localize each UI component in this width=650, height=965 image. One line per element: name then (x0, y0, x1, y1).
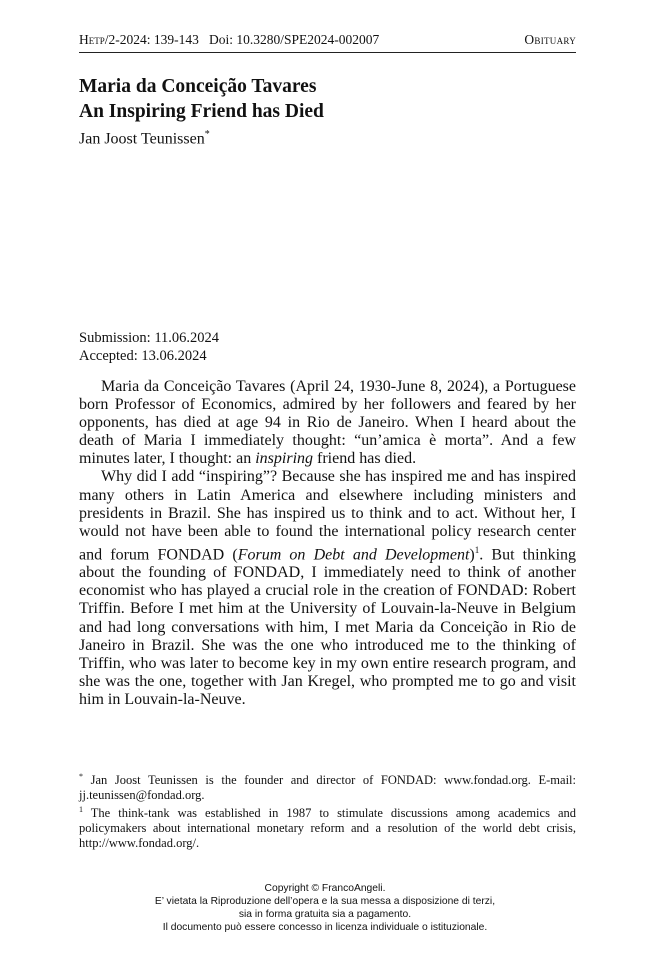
copyright-line-1: Copyright © FrancoAngeli. (264, 883, 386, 894)
title-line-2: An Inspiring Friend has Died (79, 101, 324, 122)
footnote-text: Jan Joost Teunissen is the founder and director of FONDAD: www.fondad.org. E-mail: jj.teunissen@fondad.org. (79, 773, 576, 802)
running-header (79, 32, 576, 53)
paragraph-1 (79, 378, 576, 468)
article-title (79, 74, 324, 124)
journal-issue-doi: /2-2024: 139-143 Doi: 10.3280/SPE2024-002007 (104, 32, 380, 47)
title-line-1: Maria da Conceição Tavares (79, 76, 317, 97)
author-line (79, 129, 210, 148)
journal-citation (79, 32, 379, 48)
footnote-author (79, 770, 576, 803)
copyright-line-3: sia in forma gratuita sia a pagamento. (238, 909, 412, 920)
footnotes (79, 770, 576, 850)
footnote-mark: 1 (79, 804, 83, 814)
footnote-mark: * (79, 772, 83, 781)
journal-abbrev: Hetp (79, 32, 105, 47)
footnote-ref-1: 1 (474, 544, 480, 555)
footnote-1 (79, 803, 576, 851)
copyright-notice (0, 882, 650, 934)
copyright-line-2: E’ vietata la Riproduzione dell’opera e la sua messa a disposizione di terzi, (154, 896, 496, 907)
p1-text-a: Maria da Conceição Tavares (April 24, 1930-June 8, 2024), a Portuguese born Professor of Economics, admired by her followers and feared by her opponents, has died at age 94 in Rio de Janeiro. When I heard about the death of Maria I immediately thought: “un’amica è morta”. And a few minutes later, I thought: an (79, 378, 576, 468)
accepted-date: Accepted: 13.06.2024 (79, 348, 207, 364)
footnote-text: The think-tank was established in 1987 to stimulate discussions among academics and policymakers about international monetary reform and a resolution of the world debt crisis, http://www.fondad.org/. (79, 805, 576, 850)
p2-emphasis: Forum on Debt and Development (237, 546, 470, 564)
p2-text-b: ) (469, 546, 475, 564)
p2-text-a: Why did I add “inspiring”? Because she has inspired me and has inspired many others in Latin America and elsewhere including ministers and presidents in Brazil. She has inspired us to think and to act. Without her, I would not have been able to found the international policy research center and forum FONDAD ( (79, 468, 576, 564)
paragraph-2 (79, 468, 576, 709)
copyright-line-4: Il documento può essere concesso in licenza individuale o istituzionale. (162, 922, 488, 933)
submission-dates (79, 329, 219, 365)
section-label: Obituary (524, 32, 576, 47)
p1-emphasis: inspiring (255, 450, 314, 468)
article-body (79, 378, 576, 709)
p2-text-c: . But thinking about the founding of FONDAD, I immediately need to think of another economist who has played a crucial role in the creation of FONDAD: Robert Triffin. Before I met him at the University of Louvain-la-Neuve in Belgium and had long conversations with him, I met Maria da Conceição in Rio de Janeiro in Brazil. She was the one who introduced me to the thinking of Triffin, who was later to become key in my own entire research program, and she was the one, together with Jan Kregel, who prompted me to go and visit him in Louvain-la-Neuve. (79, 546, 577, 708)
p1-text-b: friend has died. (313, 450, 417, 468)
submission-date: Submission: 11.06.2024 (79, 330, 220, 346)
author-name: Jan Joost Teunissen (79, 130, 205, 148)
author-footnote-mark: * (204, 129, 210, 140)
